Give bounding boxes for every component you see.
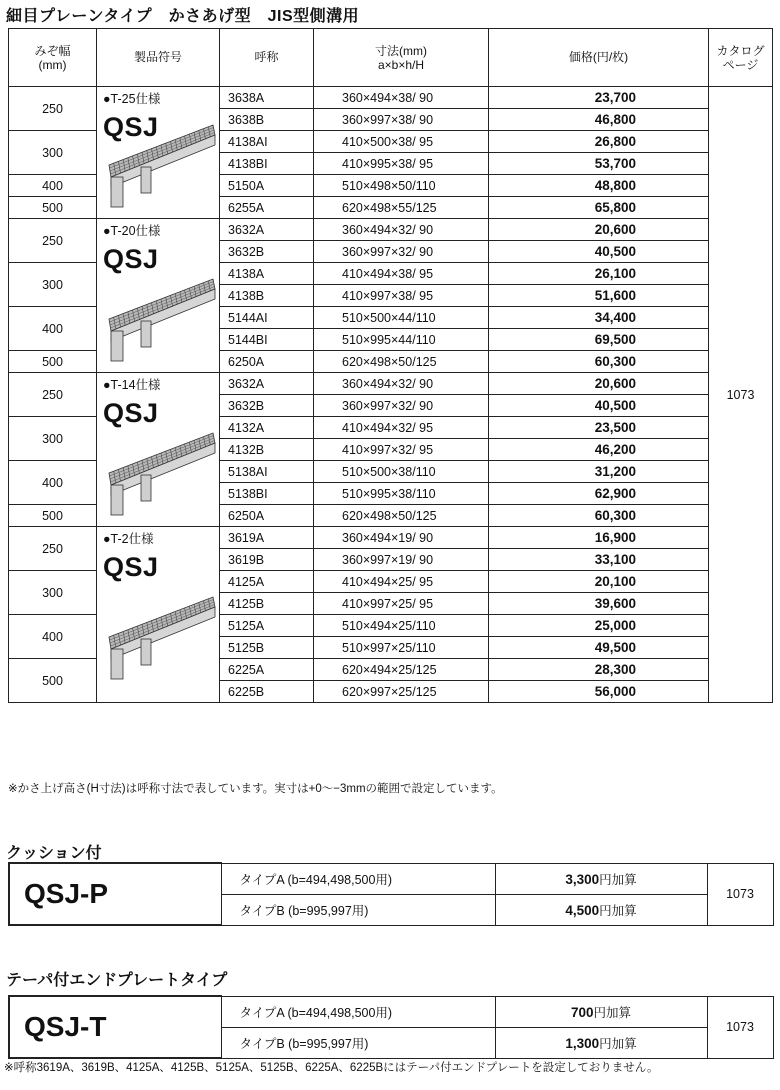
taper-type-a: タイプA (b=494,498,500用)	[221, 996, 495, 1027]
groove-width: 400	[9, 461, 97, 505]
price: 20,100	[489, 571, 709, 593]
dimensions: 410×997×38/ 95	[314, 285, 489, 307]
price: 23,500	[489, 417, 709, 439]
groove-width: 250	[9, 373, 97, 417]
product-name: 6250A	[220, 351, 314, 373]
dimensions: 410×997×32/ 95	[314, 439, 489, 461]
grating-image	[105, 593, 217, 684]
taper-note: ※呼称3619A、3619B、4125A、4125B、5125A、5125B、6225A、6225Bにはテーパ付エンドプレートを設定しておりません。	[4, 1062, 659, 1074]
groove-width: 250	[9, 527, 97, 571]
dimensions: 360×494×38/ 90	[314, 87, 489, 109]
grating-illustration	[105, 275, 217, 363]
dimensions: 510×500×44/110	[314, 307, 489, 329]
groove-width: 250	[9, 87, 97, 131]
dimensions: 510×500×38/110	[314, 461, 489, 483]
dimensions: 360×997×32/ 90	[314, 395, 489, 417]
price: 60,300	[489, 351, 709, 373]
price: 48,800	[489, 175, 709, 197]
groove-width: 300	[9, 263, 97, 307]
product-name: 3619B	[220, 549, 314, 571]
dimensions: 510×995×38/110	[314, 483, 489, 505]
price: 16,900	[489, 527, 709, 549]
dimensions: 410×997×25/ 95	[314, 593, 489, 615]
product-name: 6255A	[220, 197, 314, 219]
dimensions: 510×494×25/110	[314, 615, 489, 637]
product-code-cell	[97, 219, 220, 373]
table-row	[9, 87, 773, 109]
product-code-cell	[97, 87, 220, 219]
price: 40,500	[489, 241, 709, 263]
groove-width: 400	[9, 615, 97, 659]
dimensions: 360×494×32/ 90	[314, 219, 489, 241]
cushion-row-a	[9, 863, 773, 894]
groove-width: 400	[9, 175, 97, 197]
page-title: 細目プレーンタイプ かさあげ型 JIS型側溝用	[6, 8, 360, 25]
dimensions: 620×498×55/125	[314, 197, 489, 219]
grating-illustration	[105, 121, 217, 209]
dimensions: 360×494×32/ 90	[314, 373, 489, 395]
price: 26,100	[489, 263, 709, 285]
grating-image	[105, 121, 217, 212]
product-name: 5144AI	[220, 307, 314, 329]
product-name: 5138AI	[220, 461, 314, 483]
product-code-cell	[97, 373, 220, 527]
cushion-table	[8, 862, 774, 926]
product-brand: QSJ	[103, 112, 159, 142]
price: 33,100	[489, 549, 709, 571]
header-width: みぞ幅 (mm)	[9, 29, 97, 87]
taper-page: 1073	[707, 996, 773, 1058]
price: 53,700	[489, 153, 709, 175]
cushion-heading: クッション付	[6, 845, 102, 862]
header-dimensions: 寸法(mm) a×b×h/H	[314, 29, 489, 87]
product-name: 4125B	[220, 593, 314, 615]
groove-width: 300	[9, 571, 97, 615]
catalog-page: 1073	[709, 87, 773, 703]
cushion-amount-a: 3,300円加算	[495, 863, 707, 894]
price: 46,200	[489, 439, 709, 461]
taper-amount-b: 1,300円加算	[495, 1027, 707, 1058]
dimensions: 410×494×32/ 95	[314, 417, 489, 439]
product-brand: QSJ	[103, 244, 159, 274]
load-spec: ●T-14仕様	[103, 378, 161, 392]
load-spec: ●T-2仕様	[103, 532, 154, 546]
grating-image	[105, 275, 217, 366]
product-name: 4138BI	[220, 153, 314, 175]
product-name: 4138B	[220, 285, 314, 307]
header-name: 呼称	[220, 29, 314, 87]
cushion-amount-b: 4,500円加算	[495, 894, 707, 925]
product-name: 3632B	[220, 241, 314, 263]
table-row	[9, 219, 773, 241]
product-name: 5125B	[220, 637, 314, 659]
product-name: 4132B	[220, 439, 314, 461]
cushion-type-a: タイプA (b=494,498,500用)	[221, 863, 495, 894]
dimensions: 360×494×19/ 90	[314, 527, 489, 549]
product-name: 4132A	[220, 417, 314, 439]
load-spec: ●T-20仕様	[103, 224, 161, 238]
load-spec: ●T-25仕様	[103, 92, 161, 106]
price: 49,500	[489, 637, 709, 659]
dimensions: 620×498×50/125	[314, 505, 489, 527]
taper-heading: テーパ付エンドプレートタイプ	[6, 972, 228, 989]
price: 56,000	[489, 681, 709, 703]
price: 25,000	[489, 615, 709, 637]
price: 20,600	[489, 373, 709, 395]
product-name: 3632A	[220, 219, 314, 241]
header-catalog-page: カタログ ページ	[709, 29, 773, 87]
price: 31,200	[489, 461, 709, 483]
price: 51,600	[489, 285, 709, 307]
groove-width: 300	[9, 417, 97, 461]
table-row	[9, 527, 773, 549]
product-name: 5150A	[220, 175, 314, 197]
price: 28,300	[489, 659, 709, 681]
price: 23,700	[489, 87, 709, 109]
product-name: 4138AI	[220, 131, 314, 153]
dimensions: 620×498×50/125	[314, 351, 489, 373]
groove-width: 400	[9, 307, 97, 351]
price: 60,300	[489, 505, 709, 527]
product-name: 5125A	[220, 615, 314, 637]
table-row	[9, 373, 773, 395]
dimensions: 620×494×25/125	[314, 659, 489, 681]
cushion-type-b: タイプB (b=995,997用)	[221, 894, 495, 925]
grating-illustration	[105, 429, 217, 517]
price: 65,800	[489, 197, 709, 219]
product-name: 4125A	[220, 571, 314, 593]
groove-width: 500	[9, 197, 97, 219]
grating-illustration	[105, 593, 217, 681]
dimensions: 510×995×44/110	[314, 329, 489, 351]
price-table	[8, 28, 773, 703]
price: 26,800	[489, 131, 709, 153]
price: 40,500	[489, 395, 709, 417]
taper-row-a	[9, 996, 773, 1027]
dimensions: 360×997×32/ 90	[314, 241, 489, 263]
groove-width: 500	[9, 351, 97, 373]
header-product: 製品符号	[97, 29, 220, 87]
price: 20,600	[489, 219, 709, 241]
price: 69,500	[489, 329, 709, 351]
taper-product: QSJ-T	[9, 996, 221, 1058]
product-name: 3632B	[220, 395, 314, 417]
table-header-row	[9, 29, 773, 87]
table-body	[9, 87, 773, 703]
price: 34,400	[489, 307, 709, 329]
product-name: 3632A	[220, 373, 314, 395]
dimensions: 410×500×38/ 95	[314, 131, 489, 153]
product-name: 6225A	[220, 659, 314, 681]
groove-width: 500	[9, 659, 97, 703]
product-code-cell	[97, 527, 220, 703]
dimensions: 510×498×50/110	[314, 175, 489, 197]
grating-image	[105, 429, 217, 520]
groove-width: 500	[9, 505, 97, 527]
cushion-page: 1073	[707, 863, 773, 925]
dimensions: 360×997×38/ 90	[314, 109, 489, 131]
product-brand: QSJ	[103, 552, 159, 582]
price: 46,800	[489, 109, 709, 131]
product-name: 3638B	[220, 109, 314, 131]
product-name: 6225B	[220, 681, 314, 703]
taper-table	[8, 995, 774, 1059]
groove-width: 300	[9, 131, 97, 175]
price: 62,900	[489, 483, 709, 505]
groove-width: 250	[9, 219, 97, 263]
product-name: 5138BI	[220, 483, 314, 505]
taper-amount-a: 700円加算	[495, 996, 707, 1027]
dimensions: 620×997×25/125	[314, 681, 489, 703]
dimensions: 410×494×25/ 95	[314, 571, 489, 593]
product-name: 6250A	[220, 505, 314, 527]
product-brand: QSJ	[103, 398, 159, 428]
dimensions: 360×997×19/ 90	[314, 549, 489, 571]
cushion-product: QSJ-P	[9, 863, 221, 925]
dimensions: 410×995×38/ 95	[314, 153, 489, 175]
height-note: ※かさ上げ高さ(H寸法)は呼称寸法で表しています。実寸は+0〜−3mmの範囲で設定しています。	[8, 783, 503, 795]
product-name: 4138A	[220, 263, 314, 285]
product-name: 3638A	[220, 87, 314, 109]
product-name: 5144BI	[220, 329, 314, 351]
price: 39,600	[489, 593, 709, 615]
dimensions: 410×494×38/ 95	[314, 263, 489, 285]
taper-type-b: タイプB (b=995,997用)	[221, 1027, 495, 1058]
dimensions: 510×997×25/110	[314, 637, 489, 659]
product-name: 3619A	[220, 527, 314, 549]
header-price: 価格(円/枚)	[489, 29, 709, 87]
